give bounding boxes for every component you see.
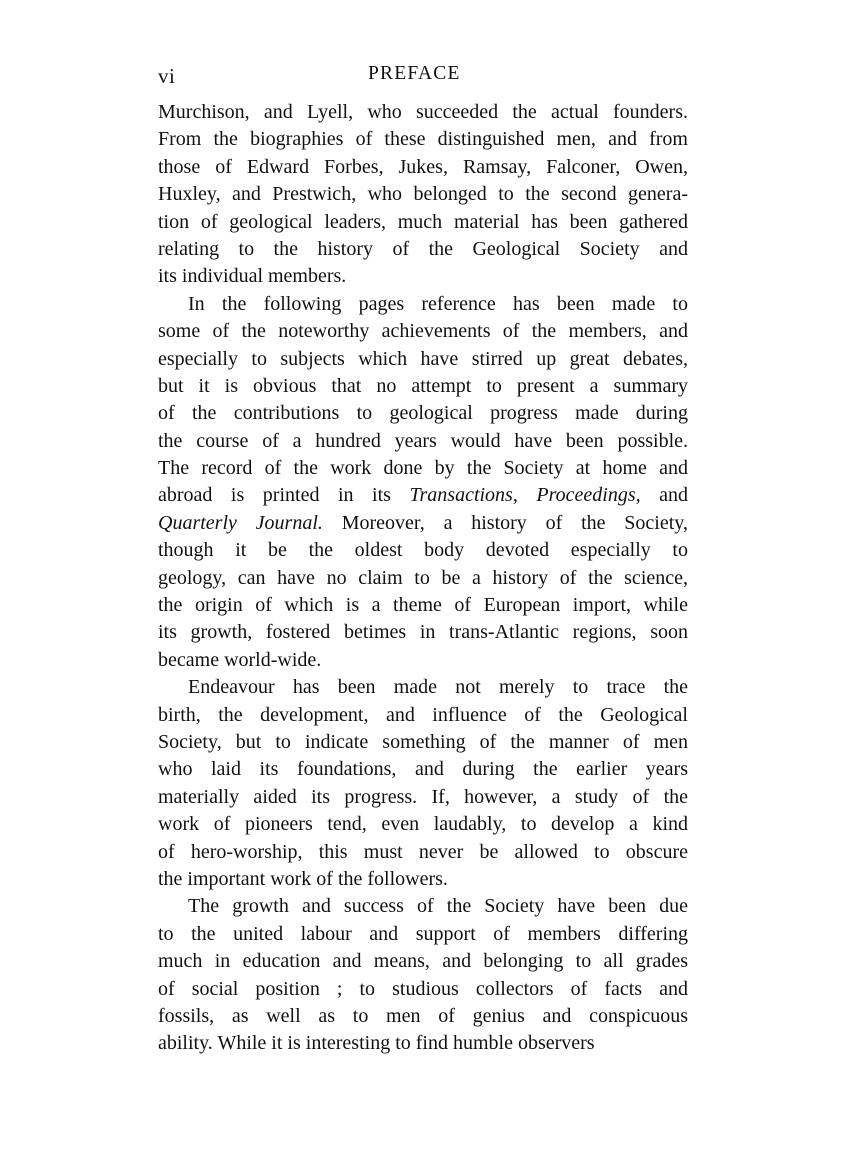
text-line: especially to subjects which have stirred up great debates, [158,347,688,370]
text-line: became world-wide. [158,648,322,671]
text-line: abroad is printed in its Transactions, Proceedings, and [158,484,689,507]
text-line: its growth, fostered betimes in trans-Atlantic regions, soon [158,621,688,644]
text-line: but it is obvious that no attempt to present a summary [158,374,688,397]
text-line: The growth and success of the Society have been due [188,895,688,918]
paragraph [158,99,688,291]
text-line: materially aided its progress. If, however, a study of the [158,785,688,808]
text-line: to the united labour and support of members differing [158,922,688,945]
text-line: of hero-worship, this must never be allowed to obscure [158,840,688,863]
running-head [158,60,688,90]
text-line: work of pioneers tend, even laudably, to develop a kind [158,813,688,836]
text-line: birth, the development, and influence of the Geological [158,703,688,726]
text-line: Murchison, and Lyell, who succeeded the actual founders. [158,101,688,123]
text-line: Society, but to indicate something of the manner of men [158,730,688,753]
text-line: ability. While it is interesting to find humble observers [158,1032,595,1055]
page-number: vi [158,64,176,88]
text-line: some of the noteworthy achievements of the members, and [158,320,688,343]
text-line: In the following pages reference has been made to [188,292,688,315]
text-line: much in education and means, and belonging to all grades [158,950,688,973]
text-line: fossils, as well as to men of genius and conspicuous [158,1004,688,1027]
running-title: PREFACE [368,63,461,84]
text-line: the important work of the followers. [158,867,448,890]
text-line: who laid its foundations, and during the earlier years [158,758,688,781]
text-line: Endeavour has been made not merely to trace the [188,676,688,699]
text-line: tion of geological leaders, much material has been gathered [158,210,688,233]
text-line: The record of the work done by the Society at home and [158,457,688,480]
text-line: of the contributions to geological progress made during [158,402,688,425]
text-line: From the biographies of these distinguished men, and from [158,128,688,151]
text-line: Quarterly Journal. Moreover, a history of the Society, [158,511,689,534]
text-line: geology, can have no claim to be a history of the science, [158,566,688,589]
paragraph [158,291,688,674]
text-line: those of Edward Forbes, Jukes, Ramsay, Falconer, Owen, [158,155,688,178]
text-line: its individual members. [158,265,347,288]
text-line: the origin of which is a theme of European import, while [158,594,688,617]
text-line: relating to the history of the Geological Society and [158,237,688,260]
body-text [158,99,688,1058]
paragraph [158,674,688,893]
paragraph [158,893,688,1057]
text-line: of social position ; to studious collectors of facts and [158,977,688,1000]
text-line: the course of a hundred years would have been possible. [158,429,688,452]
text-line: Huxley, and Prestwich, who belonged to the second genera- [158,183,688,206]
text-line: though it be the oldest body devoted especially to [158,539,688,562]
